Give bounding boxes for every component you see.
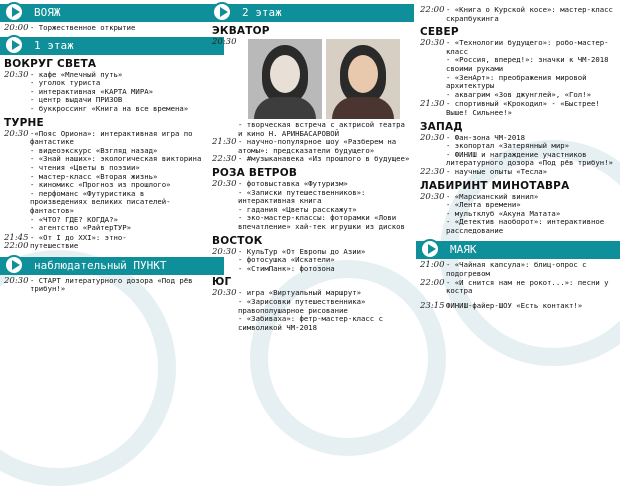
item-text: - кафе «Млечный путь»	[30, 69, 123, 79]
item-time: 20:30	[4, 128, 29, 139]
item-text: - «Детектив наоборот»: интерактивное расследование	[446, 217, 605, 235]
item-text: - фотовыставка «Футуризм»	[238, 178, 348, 188]
item-time: 20:00	[4, 23, 29, 33]
play-icon	[4, 255, 24, 275]
schedule-item	[4, 242, 202, 251]
schedule-item	[420, 151, 618, 168]
item-time: 20:30	[420, 191, 445, 202]
item-text: - КульТур «От Европы до Азии»	[238, 246, 366, 256]
item-text: - агентство «РайтерТУР»	[30, 223, 132, 233]
play-icon	[212, 2, 232, 22]
item-text: - перфоманс «Футуристика в произведениях великих писателей-фантастов»	[30, 188, 171, 215]
section-title-roza: РОЗА ВЕТРОВ	[212, 166, 298, 179]
item-text: путешествие	[30, 241, 79, 251]
schedule-item	[420, 100, 618, 117]
item-text: - научные опыты «Тесла»	[446, 166, 548, 176]
item-time: 20:30	[4, 275, 29, 286]
bar-title: ВОЯЖ	[34, 6, 61, 19]
item-time: 22:30	[212, 154, 237, 165]
item-text: - «От I до XXI»: этно-	[30, 232, 127, 242]
schedule-item	[4, 224, 202, 233]
actress-photo-young	[248, 39, 322, 119]
section-bar-voyazh	[0, 4, 224, 22]
schedule-item	[420, 74, 618, 91]
section-bar-floor2	[208, 4, 414, 22]
item-text: - Фан-зона ЧМ-2018	[446, 132, 526, 142]
item-text: - Торжественное открытие	[30, 23, 136, 32]
item-time: 21:30	[212, 137, 237, 148]
schedule-item	[4, 190, 202, 216]
item-text: - фотосушка «Искатели»	[238, 255, 335, 265]
section-title-zapad: ЗАПАД	[420, 120, 463, 133]
item-time: 22:00	[4, 241, 29, 252]
item-text: - спортивный «Крокодил» - «Быстрее! Выше! Сильнее!»	[446, 99, 600, 117]
item-text: - ФИНИШ и награждение участников литературного дозора «Под рёв трибун!»	[446, 149, 613, 168]
section-bar-floor1	[0, 37, 224, 55]
item-text: - экопортал «Затерянный мир»	[446, 141, 570, 151]
item-time: 21:45	[4, 232, 29, 243]
item-text: - чтения «Цветы в поэзии»	[30, 162, 140, 172]
item-text: - «Марсианский винил»	[446, 191, 539, 201]
column-right	[416, 6, 620, 310]
item-time: 20:30	[420, 132, 445, 143]
section-title-labirint: ЛАБИРИНТ МИНОТАВРА	[420, 179, 570, 192]
schedule-item	[420, 261, 618, 278]
section-title-ekvator: ЭКВАТОР	[212, 25, 270, 37]
item-time: 20:30	[212, 37, 237, 47]
schedule-item	[420, 168, 618, 177]
section-title-vokrug: ВОКРУГ СВЕТА	[4, 57, 97, 70]
item-text: - «Записки путешественников»: интерактивная книга	[238, 187, 366, 206]
item-text: -«Пояс Ориона»: интерактивная игра по фантастике	[30, 128, 193, 147]
schedule-item	[420, 39, 618, 56]
item-text: - игра «Виртуальный маршрут»	[238, 288, 362, 298]
item-time: 20:30	[212, 288, 237, 299]
item-time: 22:30	[420, 166, 445, 177]
item-text: - центр выдачи ПРИЗОВ	[30, 95, 123, 105]
item-time: 20:30	[212, 246, 237, 257]
item-text: - уголок туриста	[30, 78, 101, 88]
item-text: - творческая встреча с актрисой театра и кино Н. АРИНБАСАРОВОЙ	[238, 120, 405, 138]
schedule-item	[420, 302, 618, 311]
column-middle	[208, 0, 414, 332]
item-text: - видеоэкскурс «Взгляд назад»	[30, 145, 158, 155]
bar-title: МАЯК	[450, 243, 477, 257]
item-text: - «Технологии будущего»: робо-мастер-класс	[446, 38, 609, 56]
schedule-item	[420, 218, 618, 235]
item-text: - «Лента времени»	[446, 200, 521, 210]
item-text: ФИНИШ-файер-ШОУ «Есть контакт!»	[446, 300, 583, 310]
item-text: - «Россия, вперед!»: значки к ЧМ-2018 своими руками	[446, 55, 609, 73]
play-icon	[4, 35, 24, 55]
item-text: - интерактивная «КАРТА МИРА»	[30, 86, 154, 96]
item-text: - «Чайная капсула»: блиц-опрос с подогревом	[446, 260, 587, 279]
schedule-item	[212, 265, 412, 274]
item-text: - научно-популярное шоу «Разберем на атомы»: предсказатели будущего»	[238, 137, 397, 155]
section-title-sever: СЕВЕР	[420, 26, 459, 39]
bar-title: наблюдательный ПУНКТ	[34, 258, 167, 272]
actress-photos	[248, 39, 414, 119]
item-text: - эко-мастер-классы: фоторамки «Лови впечатление» хай-тек игрушки из дисков	[238, 213, 405, 231]
item-time: 22:00	[420, 5, 445, 15]
item-text: - СТАРТ литературного дозора «Под рёв трибун!»	[30, 275, 193, 294]
item-time: 21:30	[420, 99, 445, 110]
play-icon	[4, 2, 24, 22]
item-text: - «ЧТО? ГДЕ? КОГДА?»	[30, 214, 118, 224]
schedule-item	[420, 6, 618, 23]
item-text: - буккроссинг «Книга на все времена»	[30, 103, 189, 113]
section-bar-nabl	[0, 257, 224, 275]
item-text: - мультклуб «Акуна Матата»	[446, 208, 561, 218]
bar-title: 1 этаж	[34, 38, 74, 52]
bar-title: 2 этаж	[242, 6, 282, 19]
item-time: 20:30	[420, 38, 445, 49]
section-title-turne: ТУРНЕ	[4, 116, 44, 129]
item-text: - гадания «Цветы расскажут»	[238, 204, 357, 214]
schedule-item	[212, 138, 412, 155]
item-text: - «Зарисовки путешественника» правополушарное рисование	[238, 296, 366, 315]
schedule-item	[212, 189, 412, 206]
schedule-item	[212, 121, 412, 138]
item-text: - «И снится нам не рокот...»: песни у костра	[446, 277, 609, 296]
schedule-item	[4, 24, 202, 33]
schedule-item	[420, 279, 618, 296]
section-title-yug: ЮГ	[212, 276, 232, 289]
play-icon	[420, 239, 440, 259]
column-left	[0, 0, 204, 294]
schedule-item	[420, 91, 618, 100]
item-text: - «Забиваха»: фетр-мастер-класс с символикой ЧМ-2018	[238, 314, 383, 332]
item-text: - «СтимПанк»: фотозона	[238, 263, 335, 273]
schedule-item	[212, 315, 412, 332]
item-text: - мастер-класс «Вторая жизнь»	[30, 171, 158, 181]
section-bar-mayak	[416, 241, 620, 259]
item-text: - «Книга о Курской косе»: мастер-класс скрапбукинга	[446, 5, 613, 23]
schedule-item	[4, 130, 202, 147]
schedule-item	[212, 214, 412, 231]
item-text: - «Знай наших»: экологическая викторина	[30, 154, 202, 164]
item-time: 22:00	[420, 277, 445, 288]
schedule-item	[420, 56, 618, 73]
item-time: 23:15	[420, 300, 445, 311]
schedule-item	[212, 298, 412, 315]
item-time: 20:30	[4, 69, 29, 80]
section-title-vostok: ВОСТОК	[212, 234, 263, 247]
item-text: - аквагрим «Зов джунглей», «Гол!»	[446, 89, 591, 99]
item-text: - киномикс «Прогноз из прошлого»	[30, 180, 171, 190]
item-time: 20:30	[212, 178, 237, 189]
actress-photo-portrait	[326, 39, 400, 119]
item-time: 21:00	[420, 260, 445, 271]
item-text: - «ЗенАрт»: преображения мировой архитектуры	[446, 72, 587, 91]
schedule-item	[4, 105, 202, 114]
schedule-item	[212, 155, 412, 164]
schedule-item	[4, 277, 202, 294]
item-text: - #музыканавека «Из прошлого в будущее»	[238, 154, 410, 164]
